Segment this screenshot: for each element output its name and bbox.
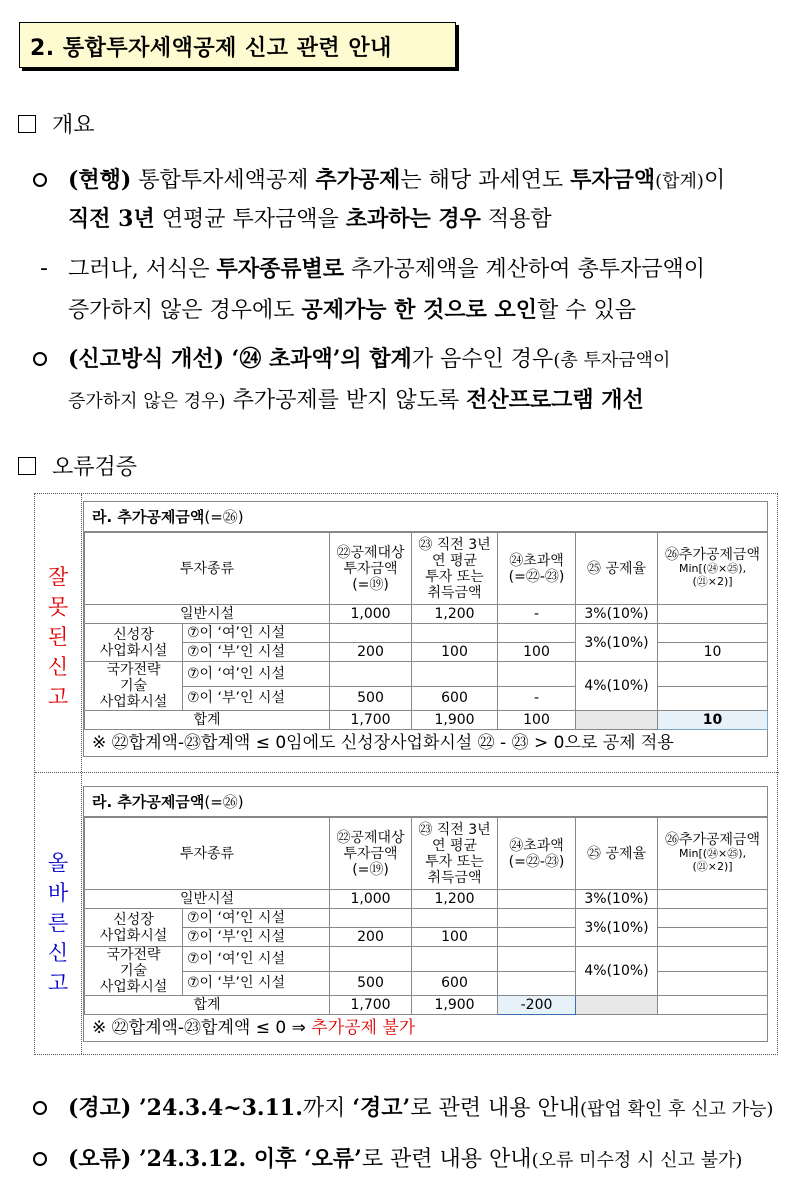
cell: 1,900 <box>412 996 498 1015</box>
cell: 100 <box>412 928 498 947</box>
header-col24: ㉔초과액 (=㉒-㉓) <box>498 533 576 605</box>
circle-bullet-icon <box>33 173 47 187</box>
row-national-label: 국가전략 기술 사업화시설 <box>85 947 183 996</box>
cell-empty <box>576 711 658 730</box>
cell <box>658 686 768 711</box>
cell <box>658 890 768 909</box>
cell <box>658 947 768 972</box>
cell <box>658 624 768 643</box>
cell <box>412 624 498 643</box>
circle-bullet-icon <box>33 352 47 366</box>
wrong-report-panel <box>83 501 768 757</box>
cell <box>498 909 576 928</box>
cell: 600 <box>412 686 498 711</box>
cell: 600 <box>412 971 498 996</box>
checkbox-square-icon <box>18 457 36 475</box>
cell <box>330 909 412 928</box>
cell <box>330 947 412 972</box>
header-col25: ㉕ 공제율 <box>576 533 658 605</box>
row-general-label: 일반시설 <box>85 890 330 909</box>
cell <box>658 928 768 947</box>
error-paragraph: (오류) ’24.3.12. 이후 ‘오류’로 관련 내용 안내(오류 미수정 시 신고 불가) <box>68 1146 743 1172</box>
page-title-box <box>19 22 456 68</box>
row-total-label: 합계 <box>85 711 330 730</box>
cell: - <box>498 605 576 624</box>
cell <box>498 947 576 972</box>
sub-bu: ⑦이 ‘부’인 시설 <box>183 643 330 662</box>
cell <box>658 605 768 624</box>
cell: 100 <box>498 711 576 730</box>
cell <box>498 890 576 909</box>
sub-yeo: ⑦이 ‘여’인 시설 <box>183 947 330 972</box>
warning-paragraph: (경고) ’24.3.4~3.11.까지 ‘경고’로 관련 내용 안내(팝업 확인 후 신고 가능) <box>68 1095 774 1121</box>
cell-rate: 3%(10%) <box>576 605 658 624</box>
cell <box>658 662 768 687</box>
circle-bullet-icon <box>33 1101 47 1115</box>
row-national-label: 국가전략 기술 사업화시설 <box>85 662 183 711</box>
header-type: 투자종류 <box>85 533 330 605</box>
cell: 200 <box>330 928 412 947</box>
cell-rate: 3%(10%) <box>576 624 658 662</box>
overview-paragraph-3-line2: 증가하지 않은 경우) 추가공제를 받지 않도록 전산프로그램 개선 <box>68 387 644 413</box>
cell <box>498 624 576 643</box>
cell <box>498 662 576 687</box>
cell <box>412 947 498 972</box>
checkbox-square-icon <box>18 115 36 133</box>
header-col26: ㉖추가공제금액 Min[(㉔×㉕), (㉑×2)] <box>658 818 768 890</box>
header-col23: ㉓ 직전 3년 연 평균 투자 또는 취득금액 <box>412 533 498 605</box>
cell <box>658 909 768 928</box>
cell <box>330 624 412 643</box>
cell <box>498 971 576 996</box>
header-col22: ㉒공제대상 투자금액 (=⑲) <box>330 533 412 605</box>
overview-paragraph-2: 그러나, 서식은 투자종류별로 추가공제액을 계산하여 총투자금액이 <box>68 256 706 282</box>
cell: 1,900 <box>412 711 498 730</box>
overview-paragraph-3: (신고방식 개선) ‘㉔ 초과액’의 합계가 음수인 경우(총 투자금액이 <box>68 346 671 372</box>
header-col24: ㉔초과액 (=㉒-㉓) <box>498 818 576 890</box>
cell <box>658 996 768 1015</box>
sub-bu: ⑦이 ‘부’인 시설 <box>183 686 330 711</box>
cell: 200 <box>330 643 412 662</box>
verify-heading: 오류검증 <box>18 450 137 481</box>
cell <box>658 971 768 996</box>
header-col23: ㉓ 직전 3년 연 평균 투자 또는 취득금액 <box>412 818 498 890</box>
cell: 500 <box>330 971 412 996</box>
cell: 1,200 <box>412 890 498 909</box>
row-total-label: 합계 <box>85 996 330 1015</box>
row-new-growth-label: 신성장 사업화시설 <box>85 624 183 662</box>
cell-rate: 4%(10%) <box>576 662 658 711</box>
panel-title: 라. 추가공제금액(=㉖) <box>84 787 767 817</box>
wrong-note: ※ ㉒합계액-㉓합계액 ≤ 0임에도 신성장사업화시설 ㉒ - ㉓ > 0으로 공제 적용 <box>92 733 674 753</box>
cell: 1,700 <box>330 996 412 1015</box>
cell-rate: 3%(10%) <box>576 909 658 947</box>
header-type: 투자종류 <box>85 818 330 890</box>
sub-bu: ⑦이 ‘부’인 시설 <box>183 928 330 947</box>
cell-rate: 3%(10%) <box>576 890 658 909</box>
cell: 10 <box>658 643 768 662</box>
header-col22: ㉒공제대상 투자금액 (=⑲) <box>330 818 412 890</box>
overview-paragraph-2-line2: 증가하지 않은 경우에도 공제가능 한 것으로 오인할 수 있음 <box>68 297 637 323</box>
cell: 1,200 <box>412 605 498 624</box>
header-col26: ㉖추가공제금액 Min[(㉔×㉕), (㉑×2)] <box>658 533 768 605</box>
overview-paragraph-1-line2: 직전 3년 연평균 투자금액을 초과하는 경우 적용함 <box>68 206 552 232</box>
cell-rate: 4%(10%) <box>576 947 658 996</box>
verify-divider-horizontal <box>35 772 779 773</box>
sub-bu: ⑦이 ‘부’인 시설 <box>183 971 330 996</box>
correct-report-panel <box>83 786 768 1042</box>
row-general-label: 일반시설 <box>85 605 330 624</box>
circle-bullet-icon <box>33 1152 47 1166</box>
cell: - <box>498 686 576 711</box>
correct-note: ※ ㉒합계액-㉓합계액 ≤ 0 ⇒ 추가공제 불가 <box>92 1018 416 1038</box>
header-col25: ㉕ 공제율 <box>576 818 658 890</box>
overview-paragraph-1: (현행) 통합투자세액공제 추가공제는 해당 과세연도 투자금액(합계)이 <box>68 167 726 193</box>
cell: 1,000 <box>330 605 412 624</box>
cell: 1,000 <box>330 890 412 909</box>
cell <box>330 662 412 687</box>
cell: 500 <box>330 686 412 711</box>
cell <box>412 662 498 687</box>
correct-report-label: 올 바 른 신 고 <box>47 851 69 995</box>
cell: 1,700 <box>330 711 412 730</box>
overview-heading: 개요 <box>18 108 95 139</box>
panel-title: 라. 추가공제금액(=㉖) <box>84 502 767 532</box>
sub-yeo: ⑦이 ‘여’인 시설 <box>183 662 330 687</box>
sub-yeo: ⑦이 ‘여’인 시설 <box>183 909 330 928</box>
page-title: 2. 통합투자세액공제 신고 관련 안내 <box>30 36 392 61</box>
correct-credit-table <box>84 817 768 1015</box>
total-excess-cell: -200 <box>498 996 576 1015</box>
cell <box>498 928 576 947</box>
cell: 100 <box>412 643 498 662</box>
verify-divider-vertical <box>81 494 82 1054</box>
total-credit-cell: 10 <box>658 711 768 730</box>
cell: 100 <box>498 643 576 662</box>
wrong-report-label: 잘 못 된 신 고 <box>47 565 69 709</box>
cell <box>412 909 498 928</box>
dash-bullet: - <box>40 256 48 281</box>
sub-yeo: ⑦이 ‘여’인 시설 <box>183 624 330 643</box>
row-new-growth-label: 신성장 사업화시설 <box>85 909 183 947</box>
cell-empty <box>576 996 658 1015</box>
wrong-credit-table <box>84 532 768 730</box>
